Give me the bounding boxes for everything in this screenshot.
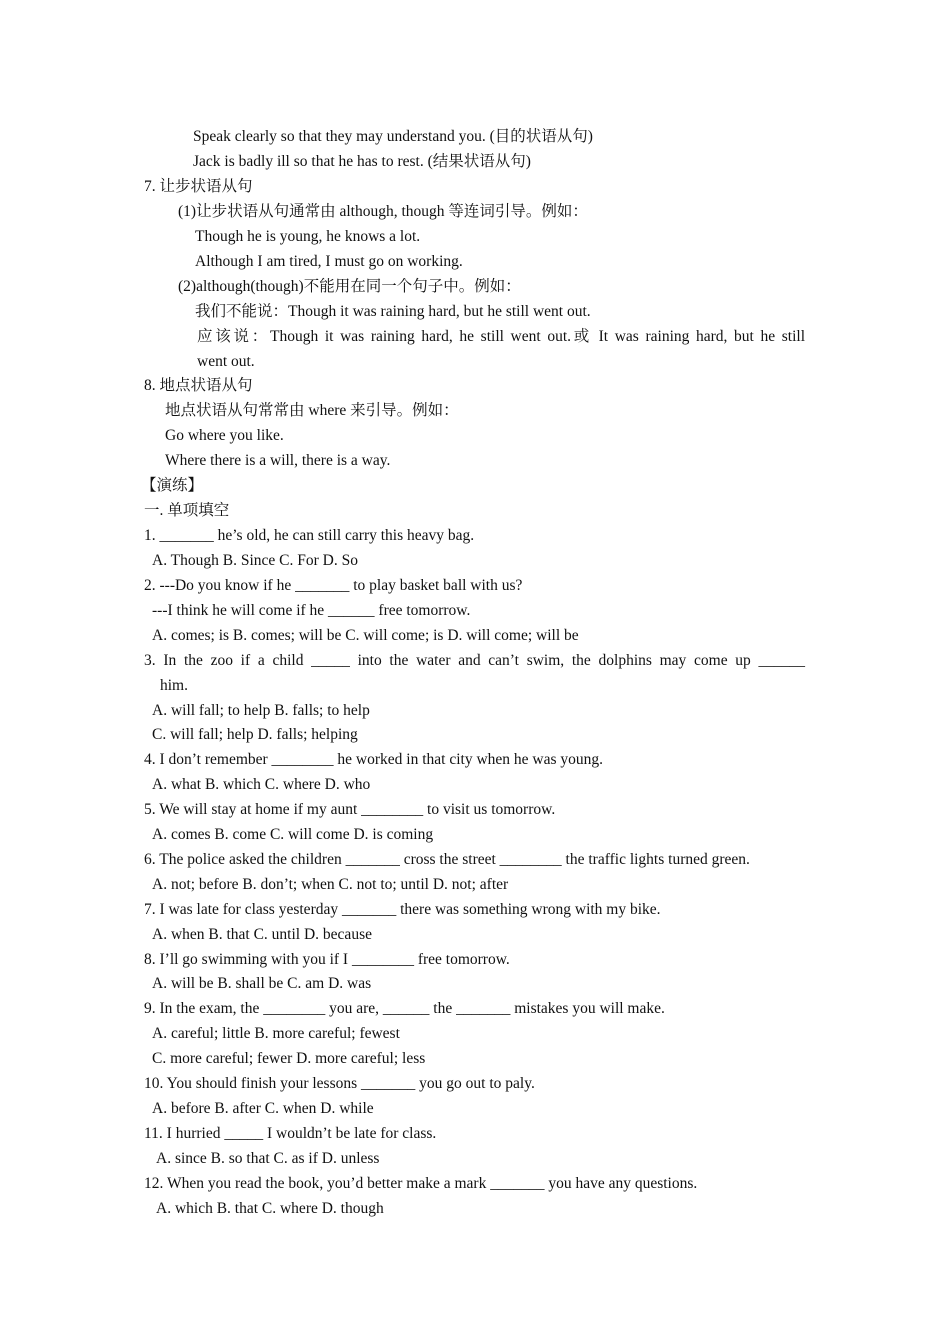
text-line: Speak clearly so that they may understand you. (目的状语从句) [193,128,593,145]
exercise-subheading: 一. 单项填空 [144,502,230,519]
options-9b: C. more careful; fewer D. more careful; less [152,1050,426,1067]
options-10: A. before B. after C. when D. while [152,1100,374,1117]
example-line: 应该说：Though it was raining hard, he still went out.或 It was raining hard, but he still [197,328,805,345]
question-9: 9. In the exam, the ________ you are, ______ the _______ mistakes you will make. [144,1000,665,1017]
options-4: A. what B. which C. where D. who [152,776,371,793]
exercise-heading: 【演练】 [141,477,204,494]
example-line: Though he is young, he knows a lot. [195,228,421,245]
options-3b: C. will fall; help D. falls; helping [152,726,358,743]
text-line: (2)although(though)不能用在同一个句子中。例如： [178,278,521,295]
options-1: A. Though B. Since C. For D. So [152,552,358,569]
options-9a: A. careful; little B. more careful; fewest [152,1025,400,1042]
question-5: 5. We will stay at home if my aunt ________ to visit us tomorrow. [144,801,556,818]
text-line: 地点状语从句常常由 where 来引导。例如： [165,402,459,419]
question-1: 1. _______ he’s old, he can still carry this heavy bag. [144,527,475,544]
section-heading: 8. 地点状语从句 [144,377,253,394]
options-12: A. which B. that C. where D. though [156,1200,384,1217]
question-7: 7. I was late for class yesterday _______ there was something wrong with my bike. [144,901,661,918]
options-2: A. comes; is B. comes; will be C. will come; is D. will come; will be [152,627,579,644]
question-3-line-2: him. [160,677,188,694]
options-8: A. will be B. shall be C. am D. was [152,975,372,992]
question-10: 10. You should finish your lessons _______ you go out to paly. [144,1075,535,1092]
example-line: went out. [197,353,255,370]
options-5: A. comes B. come C. will come D. is coming [152,826,434,843]
example-line: Go where you like. [165,427,284,444]
example-line: Where there is a will, there is a way. [165,452,391,469]
question-11: 11. I hurried _____ I wouldn’t be late for class. [144,1125,437,1142]
question-8: 8. I’ll go swimming with you if I ________ free tomorrow. [144,951,510,968]
question-12: 12. When you read the book, you’d better make a mark _______ you have any questions. [144,1175,698,1192]
options-6: A. not; before B. don’t; when C. not to; until D. not; after [152,876,509,893]
text-line: (1)让步状语从句通常由 although, though 等连词引导。例如： [178,203,588,220]
example-line: 我们不能说：Though it was raining hard, but he still went out. [195,303,591,320]
options-7: A. when B. that C. until D. because [152,926,372,943]
question-2-line-2: ---I think he will come if he ______ free tomorrow. [152,602,471,619]
text-line: Jack is badly ill so that he has to rest. (结果状语从句) [193,153,531,170]
question-6: 6. The police asked the children _______ cross the street ________ the traffic lights turned green. [144,851,750,868]
options-3a: A. will fall; to help B. falls; to help [152,702,370,719]
question-2: 2. ---Do you know if he _______ to play basket ball with us? [144,577,523,594]
options-11: A. since B. so that C. as if D. unless [156,1150,380,1167]
question-4: 4. I don’t remember ________ he worked in that city when he was young. [144,751,604,768]
section-heading: 7. 让步状语从句 [144,178,253,195]
example-line: Although I am tired, I must go on working. [195,253,463,270]
question-3: 3. In the zoo if a child _____ into the water and can’t swim, the dolphins may come up ______ [144,652,805,669]
